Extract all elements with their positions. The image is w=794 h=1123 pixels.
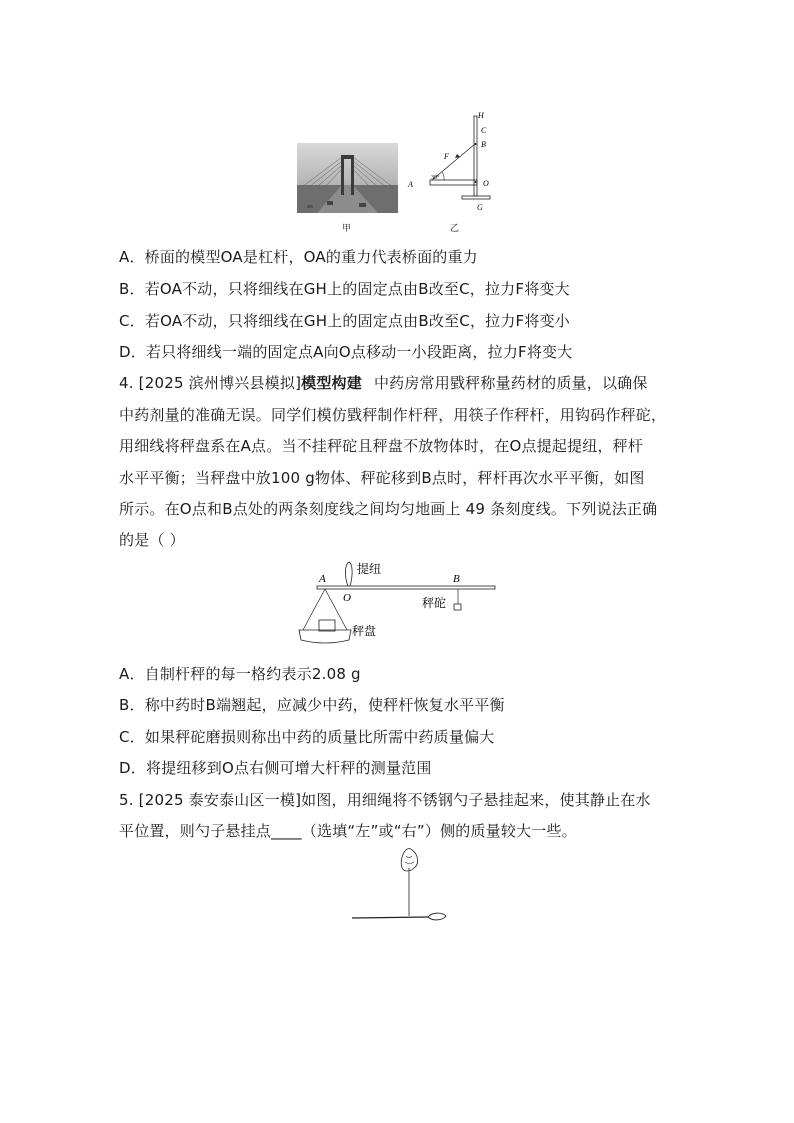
label-g: G — [477, 203, 483, 212]
q4-prefix: 4. [2025 滨州博兴县模拟] — [119, 374, 302, 392]
hand-icon — [401, 849, 417, 872]
q3-option-a: A．桥面的模型OA是杠杆，OA的重力代表桥面的重力 — [119, 248, 478, 266]
q3-option-c: C．若OA不动，只将细线在GH上的固定点由B改至C，拉力F将变小 — [119, 312, 570, 330]
label-o: O — [483, 179, 489, 188]
figure-caption-yi: 乙 — [450, 224, 460, 234]
label-chengpan: 秤盘 — [352, 624, 377, 638]
bridge-photo — [297, 143, 398, 213]
weight-block — [319, 620, 335, 631]
counterweight — [454, 604, 461, 610]
steelyard-beam — [317, 586, 495, 589]
q4-line-3: 用细线将秤盘系在A点。当不挂秤砣且秤盘不放物体时，在O点提起提纽，秤杆 — [119, 437, 644, 455]
q5-line-2: 平位置，则勺子悬挂点____（选填“左”或“右”）侧的质量较大一些。 — [119, 822, 577, 840]
q4-option-b: B．称中药时B端翘起，应减少中药，使秤杆恢复水平平衡 — [119, 696, 505, 714]
label-a: A — [319, 573, 326, 585]
pan-string-left — [303, 589, 325, 630]
spoon-diagram — [350, 842, 450, 927]
spoon-handle — [352, 917, 428, 918]
q4-line-5: 所示。在O点和B点处的两条刻度线之间均匀地画上 49 条刻度线。下列说法正确 — [119, 500, 658, 518]
lifting-cord — [345, 562, 352, 586]
label-c: C — [481, 126, 487, 135]
q4-line-2: 中药剂量的准确无误。同学们模仿戥秤制作杆秤，用筷子作秤杆，用钩码作秤砣， — [119, 406, 667, 424]
bridge-photo-image — [297, 143, 398, 213]
label-a: A — [408, 180, 413, 189]
q5-line-1: 5. [2025 泰安泰山区一模]如图，用细绳将不锈钢勺子悬挂起来，使其静止在水 — [119, 791, 651, 809]
q4-option-c: C．如果秤砣磨损则称出中药的质量比所需中药质量偏大 — [119, 728, 495, 746]
label-f: F — [444, 152, 449, 161]
q4-option-a: A．自制杆秤的每一格约表示2.08 g — [119, 665, 361, 683]
q3-option-d: D．若只将细线一端的固定点A向O点移动一小段距离，拉力F将变大 — [119, 343, 573, 361]
label-b: B — [481, 140, 486, 149]
scale-pan — [299, 630, 351, 643]
angle-arc — [442, 172, 444, 180]
label-tinui: 提纽 — [357, 562, 382, 576]
q3-option-b: B．若OA不动，只将细线在GH上的固定点由B改至C，拉力F将变大 — [119, 280, 570, 298]
label-b: B — [453, 573, 460, 585]
steelyard-diagram — [295, 558, 505, 653]
label-o: O — [343, 592, 351, 604]
q4-text-1: 中药房常用戥秤称量药材的质量，以确保 — [373, 374, 648, 392]
q4-option-d: D．将提纽移到O点右侧可增大杆秤的测量范围 — [119, 759, 432, 777]
q4-line-1 — [119, 373, 648, 393]
label-chengtuo: 秤砣 — [422, 596, 447, 610]
label-angle: 30° — [431, 175, 440, 181]
q4-tag: 模型构建 — [301, 374, 362, 392]
label-h: H — [478, 111, 484, 120]
base-g — [462, 196, 490, 199]
q4-line-6: 的是（ ） — [119, 531, 185, 549]
spoon-bowl — [428, 913, 446, 920]
q4-line-4: 水平平衡；当秤盘中放100 g物体、秤砣移到B点时，秤杆再次水平平衡，如图 — [119, 469, 645, 487]
pole-gh — [474, 116, 477, 196]
figure-caption-jia: 甲 — [342, 224, 352, 234]
